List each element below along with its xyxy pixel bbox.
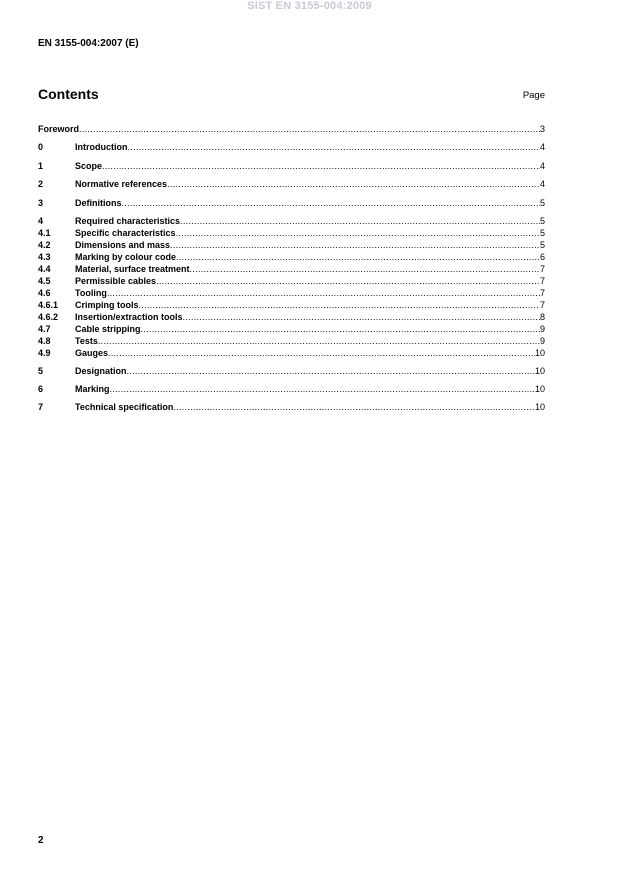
toc-entry-page: 10 [534, 402, 545, 412]
toc-entry-foreword[interactable] [38, 124, 545, 135]
toc-entry-page: 3 [539, 124, 545, 134]
toc-entry-page: 10 [534, 384, 545, 394]
toc-entry-gauges[interactable] [38, 348, 545, 359]
toc-entry-crimping-tools[interactable] [38, 300, 545, 311]
toc-leader-dots [108, 348, 535, 359]
toc-entry-page: 7 [539, 276, 545, 286]
toc-entry-number: 4.7 [38, 324, 51, 334]
toc-entry-marking-by-colour-code[interactable] [38, 252, 545, 263]
toc-entry-number: 4.8 [38, 336, 51, 346]
page-column-label: Page [522, 90, 545, 101]
toc-leader-dots [156, 276, 540, 287]
toc-entry-page: 7 [539, 264, 545, 274]
toc-leader-dots [167, 179, 540, 190]
page-number: 2 [38, 835, 44, 846]
toc-entry-tests[interactable] [38, 336, 545, 347]
toc-entry-tooling[interactable] [38, 288, 545, 299]
toc-entry-title: Cable stripping [75, 324, 141, 334]
toc-entry-normative-references[interactable] [38, 179, 545, 190]
toc-entry-page: 10 [534, 348, 545, 358]
toc-entry-insertion-extraction-tools[interactable] [38, 312, 545, 323]
toc-leader-dots [127, 366, 535, 377]
toc-leader-dots [176, 252, 540, 263]
toc-entry-title: Specific characteristics [75, 228, 176, 238]
toc-entry-page: 7 [539, 288, 545, 298]
toc-entry-number: 4.5 [38, 276, 51, 286]
toc-entry-title: Tooling [75, 288, 107, 298]
toc-entry-number: 4.6.2 [38, 312, 59, 322]
toc-entry-specific-characteristics[interactable] [38, 228, 545, 239]
toc-entry-page: 5 [539, 198, 545, 208]
toc-entry-introduction[interactable] [38, 142, 545, 153]
toc-entry-number: 4.4 [38, 264, 51, 274]
toc-entry-page: 4 [539, 179, 545, 189]
toc-entry-number: 0 [38, 142, 44, 152]
toc-entry-page: 5 [539, 228, 545, 238]
toc-entry-title: Introduction [75, 142, 128, 152]
toc-entry-number: 4.1 [38, 228, 51, 238]
toc-leader-dots [122, 198, 540, 209]
toc-leader-dots [176, 228, 540, 239]
toc-entry-definitions[interactable] [38, 198, 545, 209]
toc-leader-dots [139, 300, 540, 311]
toc-entry-number: 4.3 [38, 252, 51, 262]
toc-entry-page: 5 [539, 240, 545, 250]
toc-entry-title: Marking by colour code [75, 252, 177, 262]
toc-entry-title: Technical specification [75, 402, 174, 412]
toc-entry-page: 6 [539, 252, 545, 262]
toc-leader-dots [173, 402, 535, 413]
toc-leader-dots [190, 264, 540, 275]
toc-entry-title: Insertion/extraction tools [75, 312, 183, 322]
toc-leader-dots [183, 312, 540, 323]
toc-leader-dots [102, 161, 540, 172]
toc-entry-number: 6 [38, 384, 44, 394]
toc-leader-dots [180, 216, 540, 227]
toc-entry-number: 4.2 [38, 240, 51, 250]
toc-leader-dots [141, 324, 540, 335]
toc-entry-page: 4 [539, 161, 545, 171]
toc-entry-page: 5 [539, 216, 545, 226]
toc-entry-title: Required characteristics [75, 216, 181, 226]
toc-entry-title: Material, surface treatment [75, 264, 190, 274]
toc-entry-title: Crimping tools [75, 300, 139, 310]
toc-entry-page: 9 [539, 324, 545, 334]
page-title: Contents [38, 86, 99, 102]
toc-entry-number: 4.6 [38, 288, 51, 298]
toc-entry-page: 8 [539, 312, 545, 322]
toc-leader-dots [79, 124, 540, 135]
toc-entry-title: Marking [75, 384, 110, 394]
toc-entry-number: 2 [38, 179, 44, 189]
toc-entry-marking[interactable] [38, 384, 545, 395]
toc-entry-page: 7 [539, 300, 545, 310]
toc-entry-page: 9 [539, 336, 545, 346]
toc-entry-title: Dimensions and mass [75, 240, 171, 250]
toc-entry-scope[interactable] [38, 161, 545, 172]
toc-entry-title: Normative references [75, 179, 168, 189]
toc-entry-required-characteristics[interactable] [38, 216, 545, 227]
toc-entry-title: Foreword [38, 124, 80, 134]
toc-entry-permissible-cables[interactable] [38, 276, 545, 287]
toc-entry-number: 5 [38, 366, 44, 376]
toc-entry-title: Designation [75, 366, 127, 376]
toc-entry-number: 7 [38, 402, 44, 412]
watermark: SIST EN 3155-004:2009 [247, 0, 372, 12]
toc-entry-number: 4 [38, 216, 44, 226]
document-identifier: EN 3155-004:2007 (E) [38, 38, 139, 49]
toc-entry-number: 1 [38, 161, 44, 171]
toc-entry-title: Tests [75, 336, 98, 346]
toc-entry-number: 3 [38, 198, 44, 208]
toc-leader-dots [128, 142, 540, 153]
toc-leader-dots [110, 384, 535, 395]
toc-entry-page: 10 [534, 366, 545, 376]
toc-entry-cable-stripping[interactable] [38, 324, 545, 335]
toc-entry-title: Scope [75, 161, 103, 171]
toc-entry-title: Gauges [75, 348, 109, 358]
toc-leader-dots [107, 288, 540, 299]
toc-entry-title: Permissible cables [75, 276, 157, 286]
toc-leader-dots [170, 240, 540, 251]
toc-entry-designation[interactable] [38, 366, 545, 377]
toc-entry-technical-specification[interactable] [38, 402, 545, 413]
toc-entry-title: Definitions [75, 198, 122, 208]
toc-entry-number: 4.6.1 [38, 300, 59, 310]
toc-entry-page: 4 [539, 142, 545, 152]
toc-leader-dots [98, 336, 540, 347]
toc-entry-dimensions-and-mass[interactable] [38, 240, 545, 251]
toc-entry-number: 4.9 [38, 348, 51, 358]
toc-entry-material-surface-treatment[interactable] [38, 264, 545, 275]
